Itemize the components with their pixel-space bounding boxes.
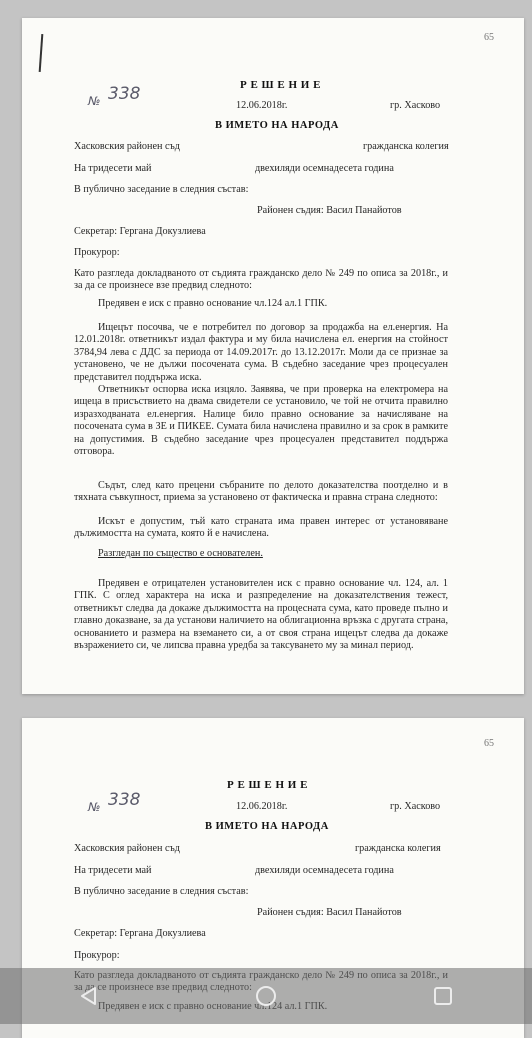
page-number: 65 bbox=[484, 738, 494, 749]
paragraph-plaintiff: Ищецът посочва, че е потребител по договор за продажба на ел.енергия. На 12.01.2018г. ответникът издал фактура и му била начислена ел. енергия на стойност 3784,94 лева с ДДС за периода от 14.09.2017г. до 13.12.2017г. Моли да се признае за установено, че не дължи посочената сума. В съдебно заседание чрез процесуален представител поддържа иска. bbox=[74, 322, 448, 383]
paragraph-admissible: Искът е допустим, тъй като страната има правен интерес от установяване дължимостта на сумата, която й е начислена. bbox=[74, 516, 448, 540]
composition-line: В публично заседание в следния състав: bbox=[74, 184, 249, 195]
handwritten-mark bbox=[39, 34, 44, 72]
paragraph-final: Предявен е отрицателен установителен иск с правно основание чл. 124, ал. 1 ГПК. С оглед характера на иска и разпределение на доказателствения тежест, ответникът следва да докаже дължимостта на процесната сума, като проведе пълно и главно доказване, за да установи наличието на облигационна връзка с другата страна, основанието и размера на вземането си, а от своя страна ищецът следва да докаже възражението си, че липсва правна уредба за таксуването му за минал период. bbox=[74, 578, 448, 652]
recents-button[interactable] bbox=[413, 976, 473, 1016]
document-page-1 bbox=[22, 18, 524, 694]
document-title: Р Е Ш Е Н И Е bbox=[227, 779, 308, 791]
document-date: 12.06.2018г. bbox=[236, 100, 288, 111]
number-prefix: № bbox=[88, 94, 101, 108]
document-city: гр. Хасково bbox=[390, 801, 441, 812]
secretary-line: Секретар: Гергана Докузлиева bbox=[74, 928, 206, 939]
recents-icon bbox=[433, 986, 453, 1006]
handwritten-number: 338 bbox=[108, 790, 141, 810]
handwritten-number: 338 bbox=[108, 84, 141, 104]
document-heading: В ИМЕТО НА НАРОДА bbox=[205, 821, 329, 832]
number-prefix: № bbox=[88, 800, 101, 814]
document-date: 12.06.2018г. bbox=[236, 801, 288, 812]
page-number: 65 bbox=[484, 32, 494, 43]
judge-line: Районен съдия: Васил Панайотов bbox=[257, 205, 402, 216]
merits-text: Разгледан по същество е основателен. bbox=[98, 548, 263, 559]
paragraph-court: Съдът, след като прецени събраните по делото доказателства поотделно и в тяхната съвкупност, приема за установено от фактическа и правна страна следното: bbox=[74, 480, 448, 504]
home-icon bbox=[255, 985, 277, 1007]
session-day: На тридесети май bbox=[74, 163, 152, 174]
session-year: двехиляди осемнадесета година bbox=[255, 163, 394, 174]
secretary-line: Секретар: Гергана Докузлиева bbox=[74, 226, 206, 237]
paragraph-merits bbox=[74, 548, 448, 560]
court-name: Хасковския районен съд bbox=[74, 141, 180, 152]
back-icon bbox=[80, 986, 98, 1006]
college-name: гражданска колегия bbox=[363, 141, 449, 152]
session-day: На тридесети май bbox=[74, 865, 152, 876]
prosecutor-line: Прокурор: bbox=[74, 247, 120, 258]
prosecutor-line: Прокурор: bbox=[74, 950, 120, 961]
paragraph-claim: Предявен е иск с правно основание чл.124 ал.1 ГПК. bbox=[98, 298, 328, 309]
navigation-bar bbox=[0, 968, 532, 1024]
document-city: гр. Хасково bbox=[390, 100, 441, 111]
paragraph-intro: Като разгледа докладваното от съдията гражданско дело № 249 по описа за 2018г., и за да се произнесе взе предвид следното: bbox=[74, 268, 448, 292]
college-name: гражданска колегия bbox=[355, 843, 441, 854]
court-name: Хасковския районен съд bbox=[74, 843, 180, 854]
composition-line: В публично заседание в следния състав: bbox=[74, 886, 249, 897]
paragraph-defendant: Ответникът оспорва иска изцяло. Заявява, че при проверка на електромера на ищеца в присъствието на двама свидетели се установило, че той не отчита правилно изразходваната ел.енергия. Налице било правно основание за начисляване на посочената сума в ЗЕ и ПИКЕЕ. Сумата била начислена правилно и за срок в рамките на допустимия. В съдебно заседание чрез процесуален представител поддържа отговора. bbox=[74, 384, 448, 458]
judge-line: Районен съдия: Васил Панайотов bbox=[257, 907, 402, 918]
home-button[interactable] bbox=[236, 976, 296, 1016]
session-year: двехиляди осемнадесета година bbox=[255, 865, 394, 876]
back-button[interactable] bbox=[59, 976, 119, 1016]
document-heading: В ИМЕТО НА НАРОДА bbox=[215, 120, 339, 131]
document-title: Р Е Ш Е Н И Е bbox=[240, 79, 321, 91]
